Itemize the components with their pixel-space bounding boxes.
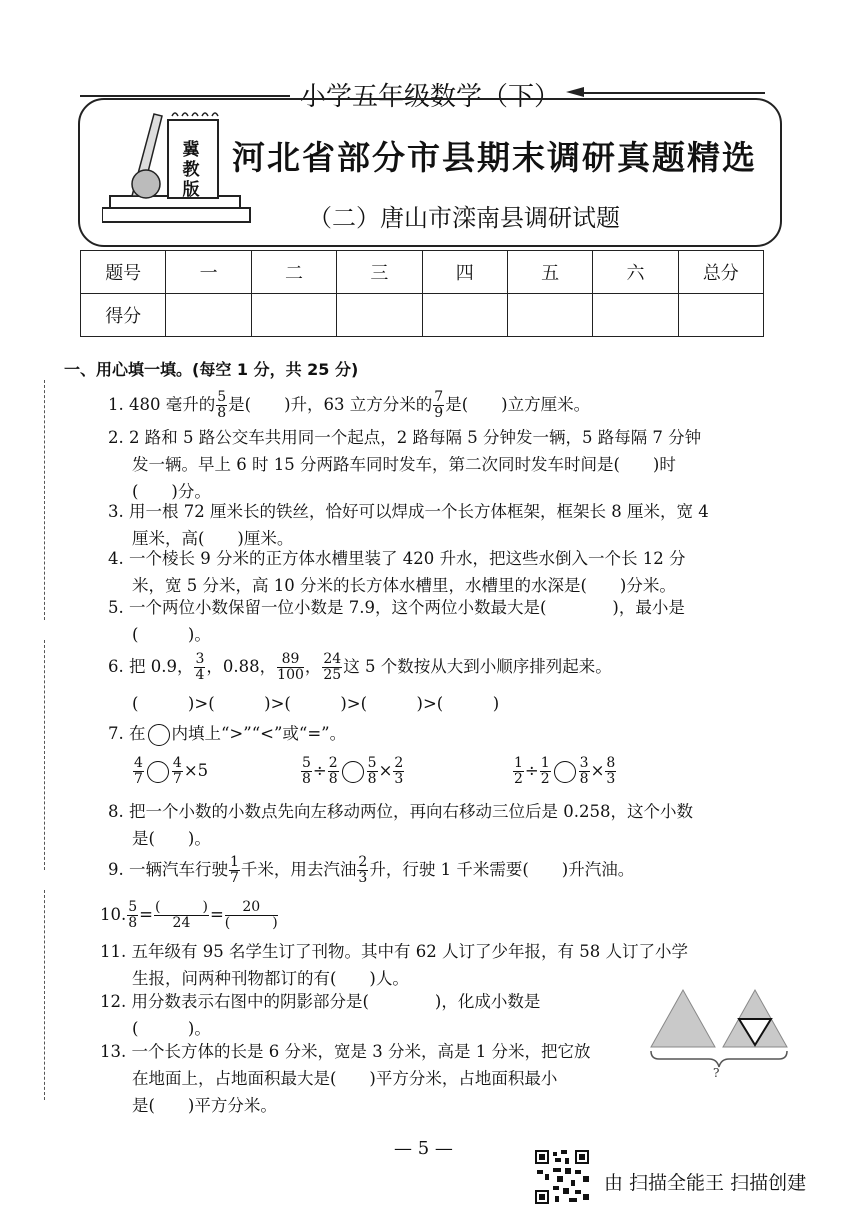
- score-input-cell[interactable]: [678, 294, 763, 337]
- table-row: [81, 294, 764, 337]
- compare-circle[interactable]: [342, 761, 364, 783]
- question-5: 5. 一个两位小数保留一位小数是 7.9，这个两位小数最大是( )，最小是 ( )。: [108, 598, 685, 644]
- page-number: — 5 —: [394, 1138, 453, 1159]
- table-cell: 一: [166, 251, 251, 294]
- books-illustration: [102, 110, 252, 228]
- header-rule-left: [80, 95, 290, 97]
- fraction: $\frac{89}{100}$: [277, 651, 304, 683]
- question-7-expr-2: $\frac{5}{8}$ ÷ $\frac{2}{8}$ $\frac{5}{8}$ × $\frac{2}{3}$: [302, 755, 404, 787]
- section-title: 一、用心填一填。(每空 1 分，共 25 分): [64, 360, 359, 379]
- question-1: 1. 480 毫升的 $\frac{5}{8}$ 是( )升，63 立方分米的 $\frac{7}{9}$ 是( )立方厘米。: [108, 389, 591, 421]
- fraction: $\frac{7}{9}$: [434, 389, 444, 421]
- score-table: [80, 250, 764, 337]
- score-input-cell[interactable]: [166, 294, 251, 337]
- arrow-icon: [566, 86, 586, 98]
- question-2: 2. 2 路和 5 路公交车共用同一个起点，2 路每隔 5 分钟发一辆，5 路每隔 7 分钟 发一辆。早上 6 时 15 分两路车同时发车，第二次同时发车时间是( )时 ( )分。: [108, 428, 702, 501]
- score-input-cell[interactable]: [251, 294, 336, 337]
- question-4: 4. 一个棱长 9 分米的正方体水槽里装了 420 升水，把这些水倒入一个长 12 分 米，宽 5 分米，高 10 分米的长方体水槽里，水槽里的水深是( )分米。: [108, 549, 686, 595]
- fraction: $\frac{5}{8}$: [217, 389, 227, 421]
- question-7-expr-3: $\frac{1}{2}$ ÷ $\frac{1}{2}$ $\frac{3}{8}$ × $\frac{8}{3}$: [514, 755, 616, 787]
- score-input-cell[interactable]: [593, 294, 678, 337]
- question-12: 12. 用分数表示右图中的阴影部分是( )，化成小数是 ( )。: [100, 992, 541, 1038]
- fraction: $\frac{2}{3}$: [358, 854, 368, 886]
- question-6-blanks: ( )>( )>( )>( )>( ): [132, 694, 500, 713]
- qr-code-icon: [535, 1150, 589, 1204]
- compare-circle[interactable]: [554, 761, 576, 783]
- brace-label: ?: [713, 1066, 720, 1080]
- table-cell: 三: [337, 251, 422, 294]
- fraction: $\frac{24}{25}$: [323, 651, 342, 683]
- fraction: $\frac{1}{7}$: [230, 854, 239, 886]
- edition-stamp: 冀教版: [182, 140, 200, 200]
- table-cell: 二: [251, 251, 336, 294]
- question-9: 9. 一辆汽车行驶 $\frac{1}{7}$ 千米，用去汽油 $\frac{2}{3}$ 升，行驶 1 千米需要( )升汽油。: [108, 854, 635, 886]
- table-cell: 题号: [81, 251, 166, 294]
- compare-circle[interactable]: [147, 761, 169, 783]
- question-7: 7. 在 内填上“>”“<”或“=”。: [108, 720, 346, 747]
- question-10: 10. $\frac{5}{8}$ = $\frac{( )}{24}$ = $\frac{20}{( )}$: [100, 899, 278, 931]
- binding-margin-line: [44, 380, 45, 620]
- score-input-cell[interactable]: [422, 294, 507, 337]
- header-rule-right: [580, 92, 765, 94]
- sub-title: （二）唐山市滦南县调研试题: [308, 204, 620, 232]
- grade-title: 小学五年级数学（下）: [300, 82, 561, 112]
- question-3: 3. 用一根 72 厘米长的铁丝，恰好可以焊成一个长方体框架，框架长 8 厘米，宽 4 厘米，高( )厘米。: [108, 502, 709, 548]
- question-7-expr-1: $\frac{4}{7}$ $\frac{4}{7}$ ×5: [134, 755, 209, 787]
- table-cell: 五: [507, 251, 592, 294]
- question-6: 6. 把 0.9， $\frac{3}{4}$ ，0.88， $\frac{89}{100}$ ， $\frac{24}{25}$ 这 5 个数按从大到小顺序排列起来。: [108, 651, 612, 683]
- binding-margin-line: [44, 890, 45, 1100]
- table-cell: 四: [422, 251, 507, 294]
- table-cell: 得分: [81, 294, 166, 337]
- question-11: 11. 五年级有 95 名学生订了刊物。其中有 62 人订了少年报，有 58 人订了小学 生报，问两种刊物都订的有( )人。: [100, 942, 688, 988]
- binding-margin-line: [44, 640, 45, 870]
- scanner-watermark: 由 扫描全能王 扫描创建: [604, 1172, 807, 1194]
- question-8: 8. 把一个小数的小数点先向左移动两位，再向右移动三位后是 0.258，这个小数 是( )。: [108, 802, 693, 848]
- main-title: 河北省部分市县期末调研真题精选: [232, 138, 757, 177]
- table-cell: 总分: [678, 251, 763, 294]
- score-input-cell[interactable]: [337, 294, 422, 337]
- fraction: $\frac{3}{4}$: [195, 651, 205, 683]
- compare-circle[interactable]: [148, 724, 170, 746]
- table-cell: 六: [593, 251, 678, 294]
- score-input-cell[interactable]: [507, 294, 592, 337]
- table-row: [81, 251, 764, 294]
- question-13: 13. 一个长方体的长是 6 分米，宽是 3 分米，高是 1 分米，把它放 在地面上，占地面积最大是( )平方分米，占地面积最小 是( )平方分米。: [100, 1042, 591, 1115]
- triangle-figure: [645, 985, 795, 1080]
